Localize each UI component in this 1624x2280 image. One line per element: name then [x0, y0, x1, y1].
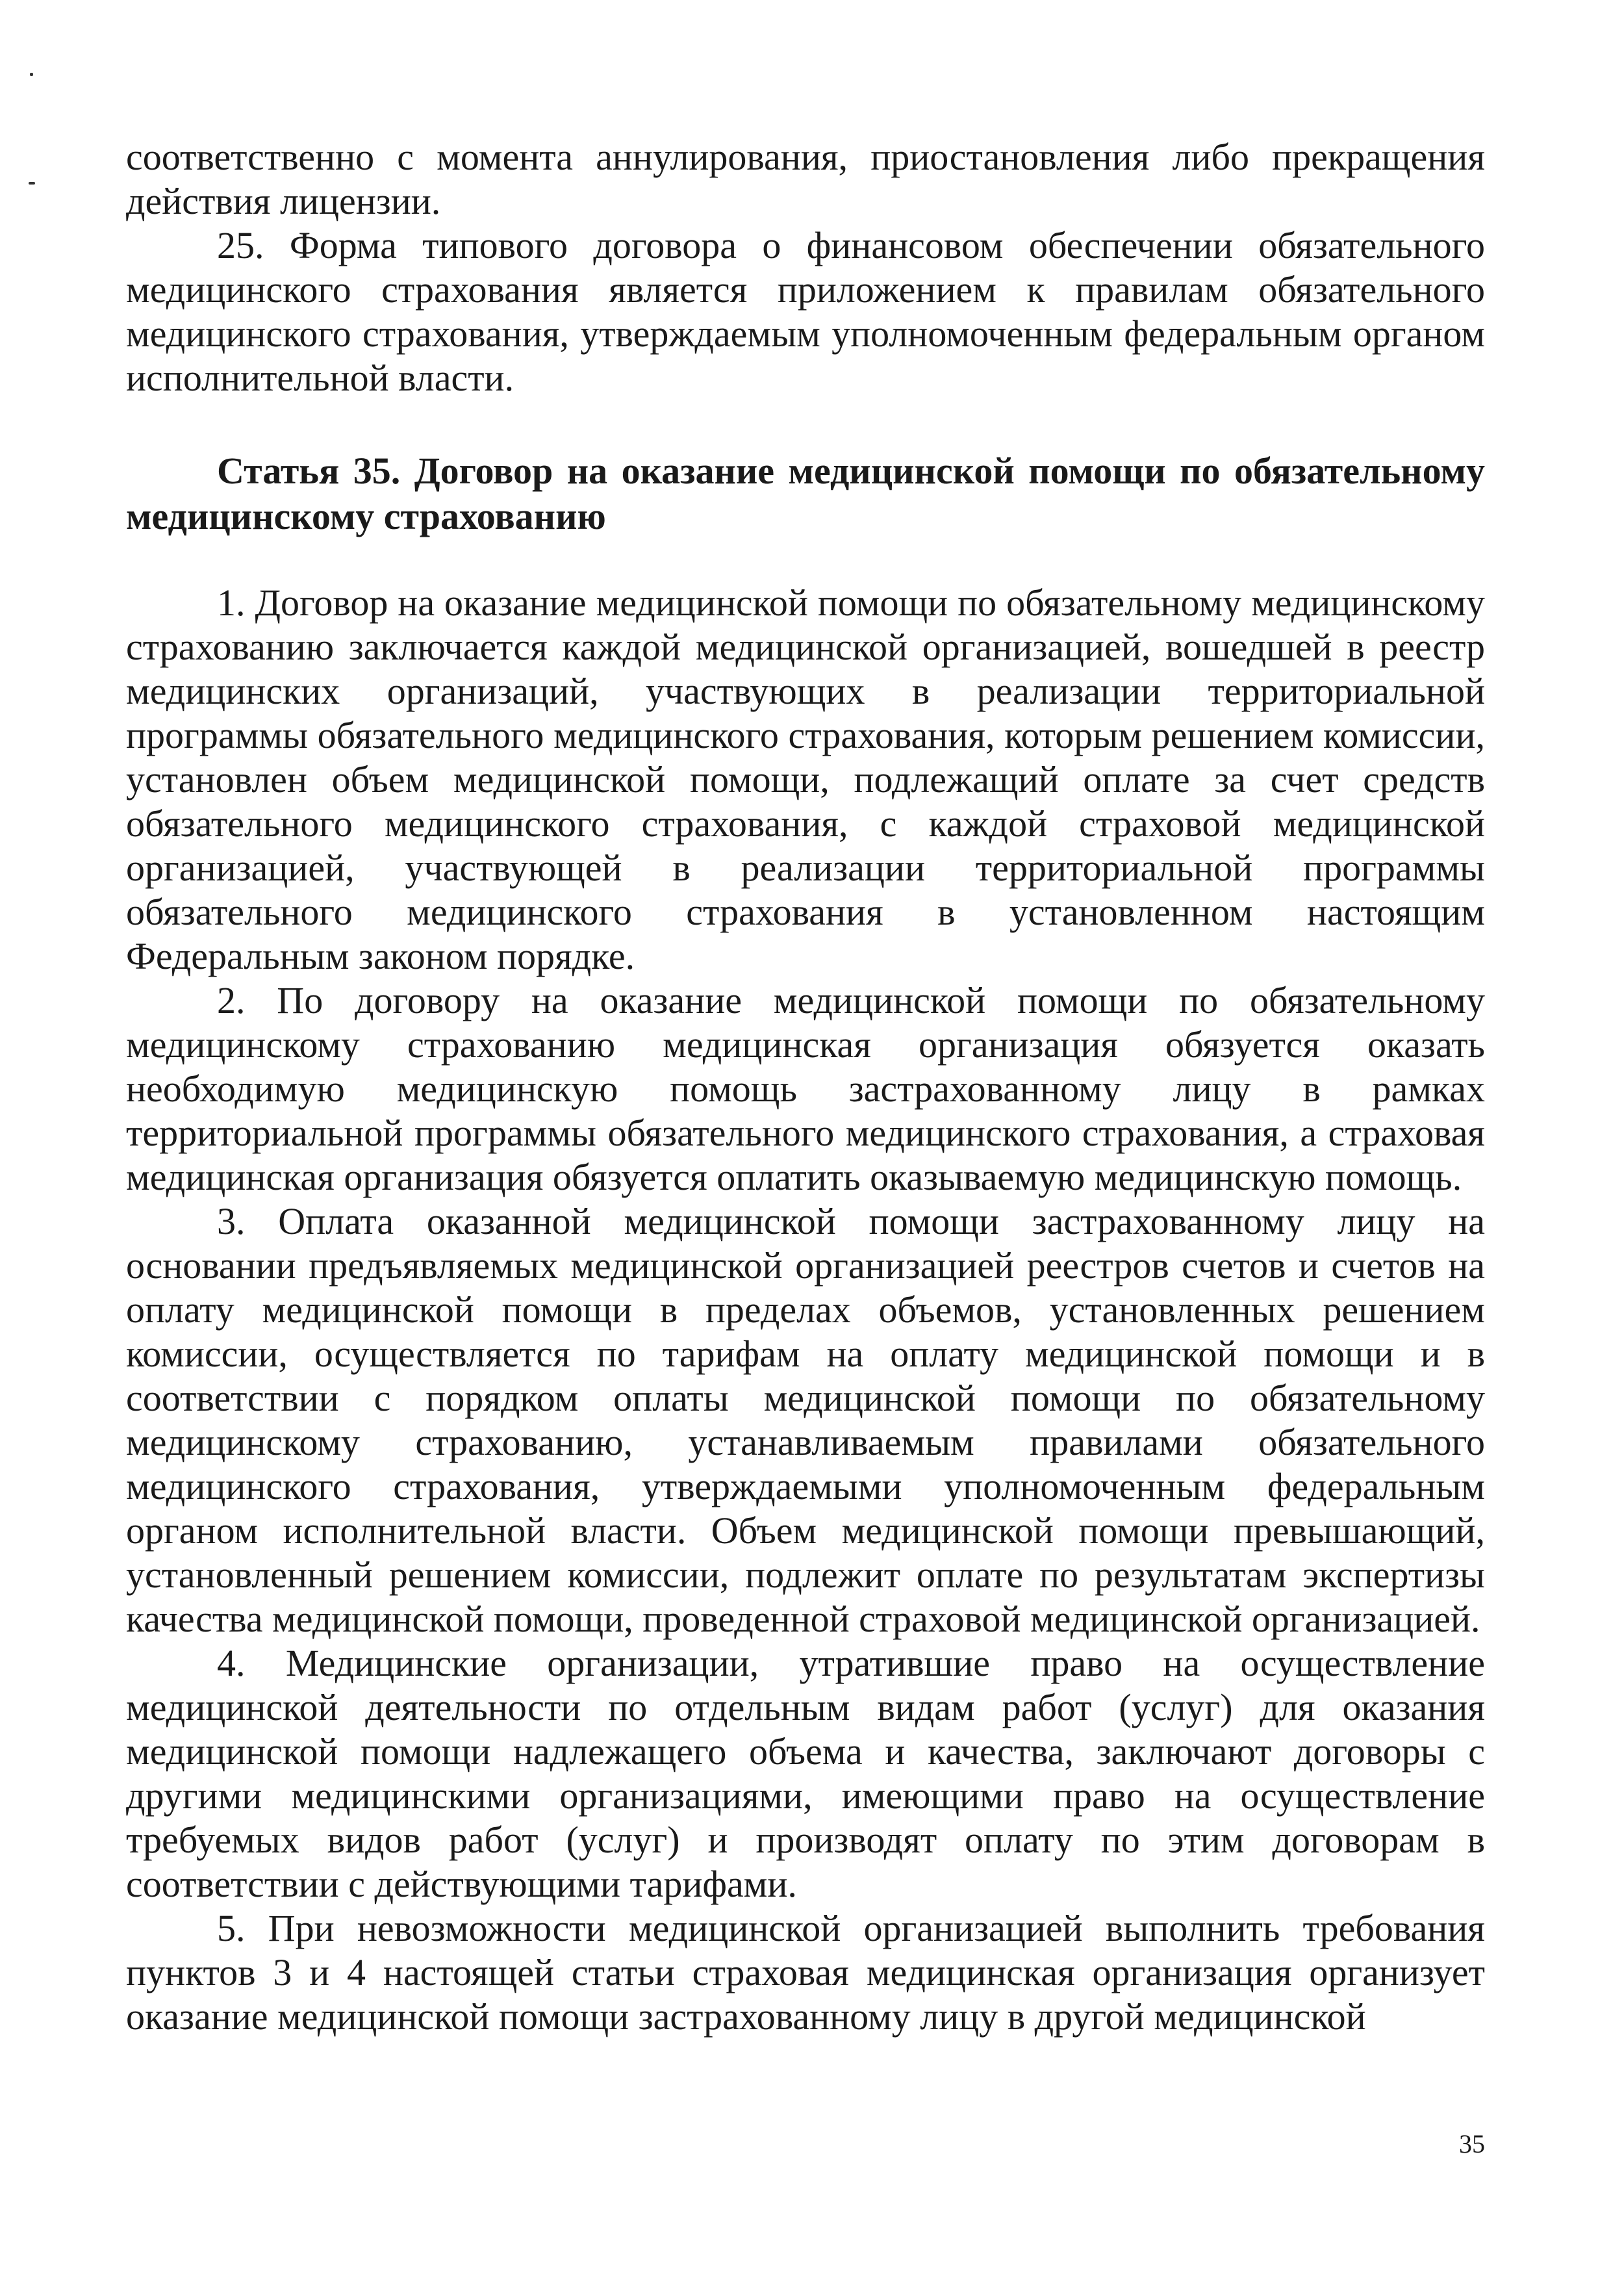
- article-paragraph-2: 2. По договору на оказание медицинской помощи по обязательному медицинскому страхованию медицинская организация обязуется оказать необходимую медицинскую помощь застрахованному лицу в рамках территориальной программы обязательного медицинского страхования, а страховая медицинская организация обязуется оплатить оказываемую медицинскую помощь.: [126, 979, 1485, 1198]
- article-paragraph-1: 1. Договор на оказание медицинской помощи по обязательному медицинскому страхованию заключается каждой медицинской организацией, вошедшей в реестр медицинских организаций, участвующих в реализации территориальной программы обязательного медицинского страхования, которым решением комиссии, установлен объем медицинской помощи, подлежащий оплате за счет средств обязательного медицинского страхования, с каждой страховой медицинской организацией, участвующей в реализации территориальной программы обязательного медицинского страхования в установленном настоящим Федеральным законом порядке.: [126, 582, 1485, 977]
- top-text-section: [126, 135, 1485, 400]
- article-body: [126, 581, 1485, 2039]
- paragraph-25: 25. Форма типового договора о финансовом обеспечении обязательного медицинского страхования является приложением к правилам обязательного медицинского страхования, утверждаемым уполномоченным федеральным органом исполнительной власти.: [126, 224, 1485, 399]
- article-paragraph-3: 3. Оплата оказанной медицинской помощи застрахованному лицу на основании предъявляемых медицинской организацией реестров счетов и счетов на оплату медицинской помощи в пределах объемов, установленных решением комиссии, осуществляется по тарифам на оплату медицинской помощи и в соответствии с порядком оплаты медицинской помощи по обязательному медицинскому страхованию, устанавливаемым правилами обязательного медицинского страхования, утверждаемыми уполномоченным федеральным органом исполнительной власти. Объем медицинской помощи превышающий, установленный решением комиссии, подлежит оплате по результатам экспертизы качества медицинской помощи, проведенной страховой медицинской организацией.: [126, 1200, 1485, 1640]
- article-paragraph-4: 4. Медицинские организации, утратившие право на осуществление медицинской деятельности по отдельным видам работ (услуг) для оказания медицинской помощи надлежащего объема и качества, заключают договоры с другими медицинскими организациями, имеющими право на осуществление требуемых видов работ (услуг) и производят оплату по этим договорам в соответствии с действующими тарифами.: [126, 1642, 1485, 1905]
- scan-speck: [29, 182, 35, 185]
- article-paragraph-5: 5. При невозможности медицинской организацией выполнить требования пунктов 3 и 4 настоящей статьи страховая медицинская организация организует оказание медицинской помощи застрахованному лицу в другой медицинской: [126, 1907, 1485, 2038]
- scan-speck: [30, 73, 33, 76]
- page-number: 35: [1459, 2129, 1485, 2158]
- paragraph-continuation: соответственно с момента аннулирования, приостановления либо прекращения действия лицензии.: [126, 136, 1485, 222]
- article-heading: Статья 35. Договор на оказание медицинской помощи по обязательному медицинскому страхованию: [126, 450, 1485, 537]
